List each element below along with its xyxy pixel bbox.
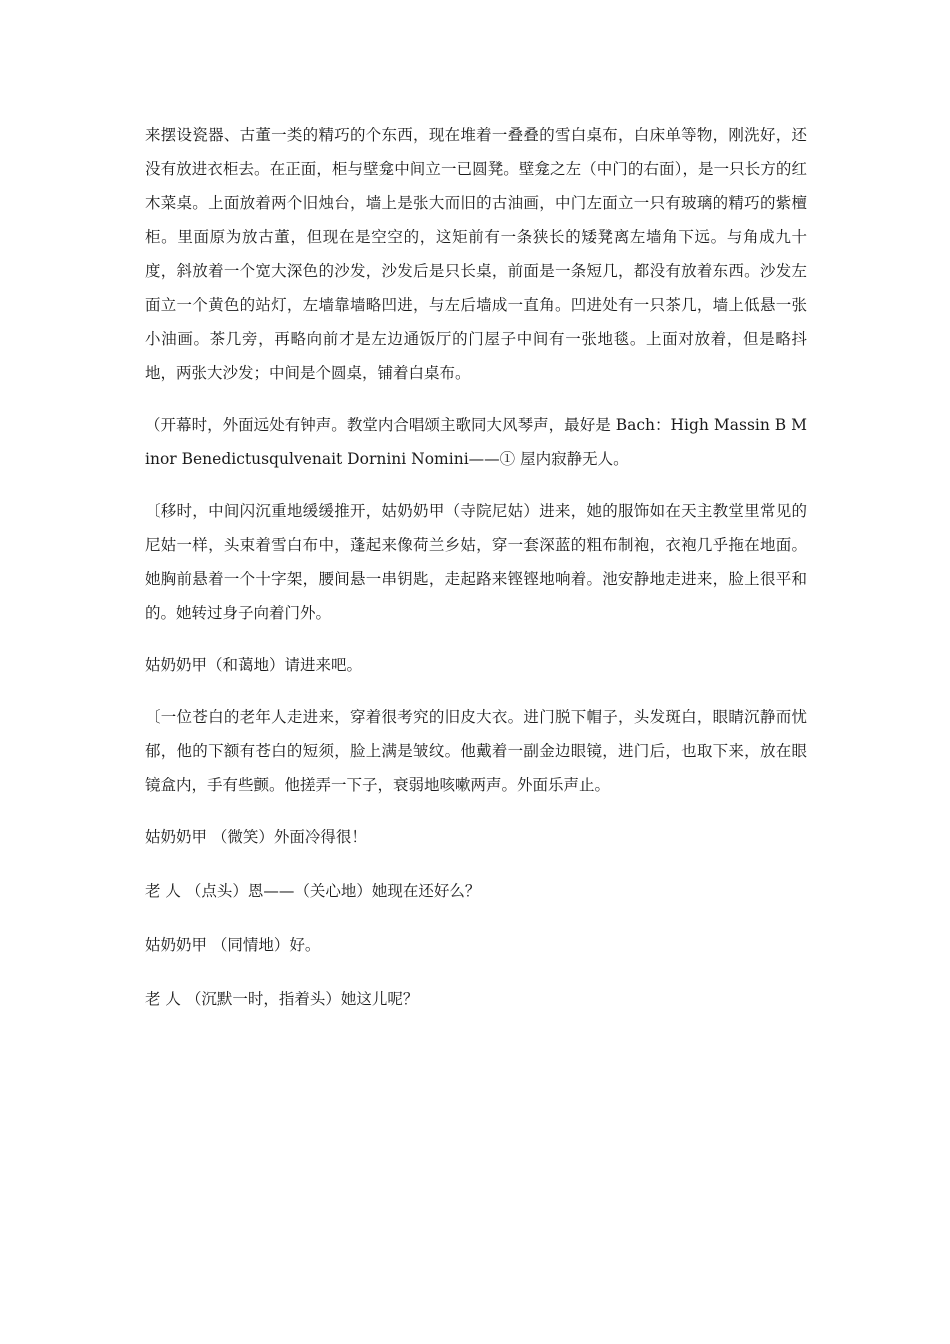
stage-direction-paragraph: （开幕时，外面远处有钟声。教堂内合唱颂主歌同大风琴声，最好是 Bach：High Massin B Minor Benedictusqulvenait Dornini Nomini——① 屋内寂静无人。 bbox=[145, 416, 807, 468]
stage-direction-paragraph: 〔一位苍白的老年人走进来，穿着很考究的旧皮大衣。进门脱下帽子，头发斑白，眼睛沉静而忧郁，他的下额有苍白的短须，脸上满是皱纹。他戴着一副金边眼镜，进门后，也取下来，放在眼镜盒内，手有些颤。他搓弄一下子，衰弱地咳嗽两声。外面乐声止。 bbox=[145, 708, 807, 794]
dialogue-line: 老 人 （沉默一时，指着头）她这儿呢？ bbox=[145, 990, 419, 1008]
dialogue-line: 姑奶奶甲 （同情地）好。 bbox=[145, 936, 321, 954]
dialogue-line: 姑奶奶甲（和蔼地）请进来吧。 bbox=[145, 656, 363, 674]
stage-direction-paragraph: 〔移时，中间闪沉重地缓缓推开，姑奶奶甲（寺院尼姑）进来，她的服饰如在天主教堂里常见的尼姑一样，头束着雪白布中，蓬起来像荷兰乡姑，穿一套深蓝的粗布制袍，衣袍几乎拖在地面。她胸前悬着一个十字架，腰间悬一串钥匙，走起路来铿铿地响着。池安静地走进来，脸上很平和的。她转过身子向着门外。 bbox=[145, 502, 807, 622]
dialogue-line: 老 人 （点头）恩——（关心地）她现在还好么？ bbox=[145, 882, 481, 900]
dialogue-line: 姑奶奶甲 （微笑）外面冷得很！ bbox=[145, 828, 367, 846]
document-page bbox=[145, 118, 807, 1016]
stage-direction-paragraph: 来摆设瓷器、古董一类的精巧的个东西，现在堆着一叠叠的雪白桌布，白床单等物，刚洗好，还没有放进衣柜去。在正面，柜与壁龛中间立一已圆凳。壁龛之左（中门的右面），是一只长方的红木菜桌。上面放着两个旧烛台，墙上是张大而旧的古油画，中门左面立一只有玻璃的精巧的紫檀柜。里面原为放古董，但现在是空空的，这矩前有一条狭长的矮凳离左墙角下远。与角成九十度，斜放着一个宽大深色的沙发，沙发后是只长桌，前面是一条短几，都没有放着东西。沙发左面立一个黄色的站灯，左墙靠墙略凹进，与左后墙成一直角。凹进处有一只茶几，墙上低悬一张小油画。茶几旁，再略向前才是左边通饭厅的门屋子中间有一张地毯。上面对放着，但是略抖地，两张大沙发；中间是个圆桌，铺着白桌布。 bbox=[145, 126, 807, 382]
